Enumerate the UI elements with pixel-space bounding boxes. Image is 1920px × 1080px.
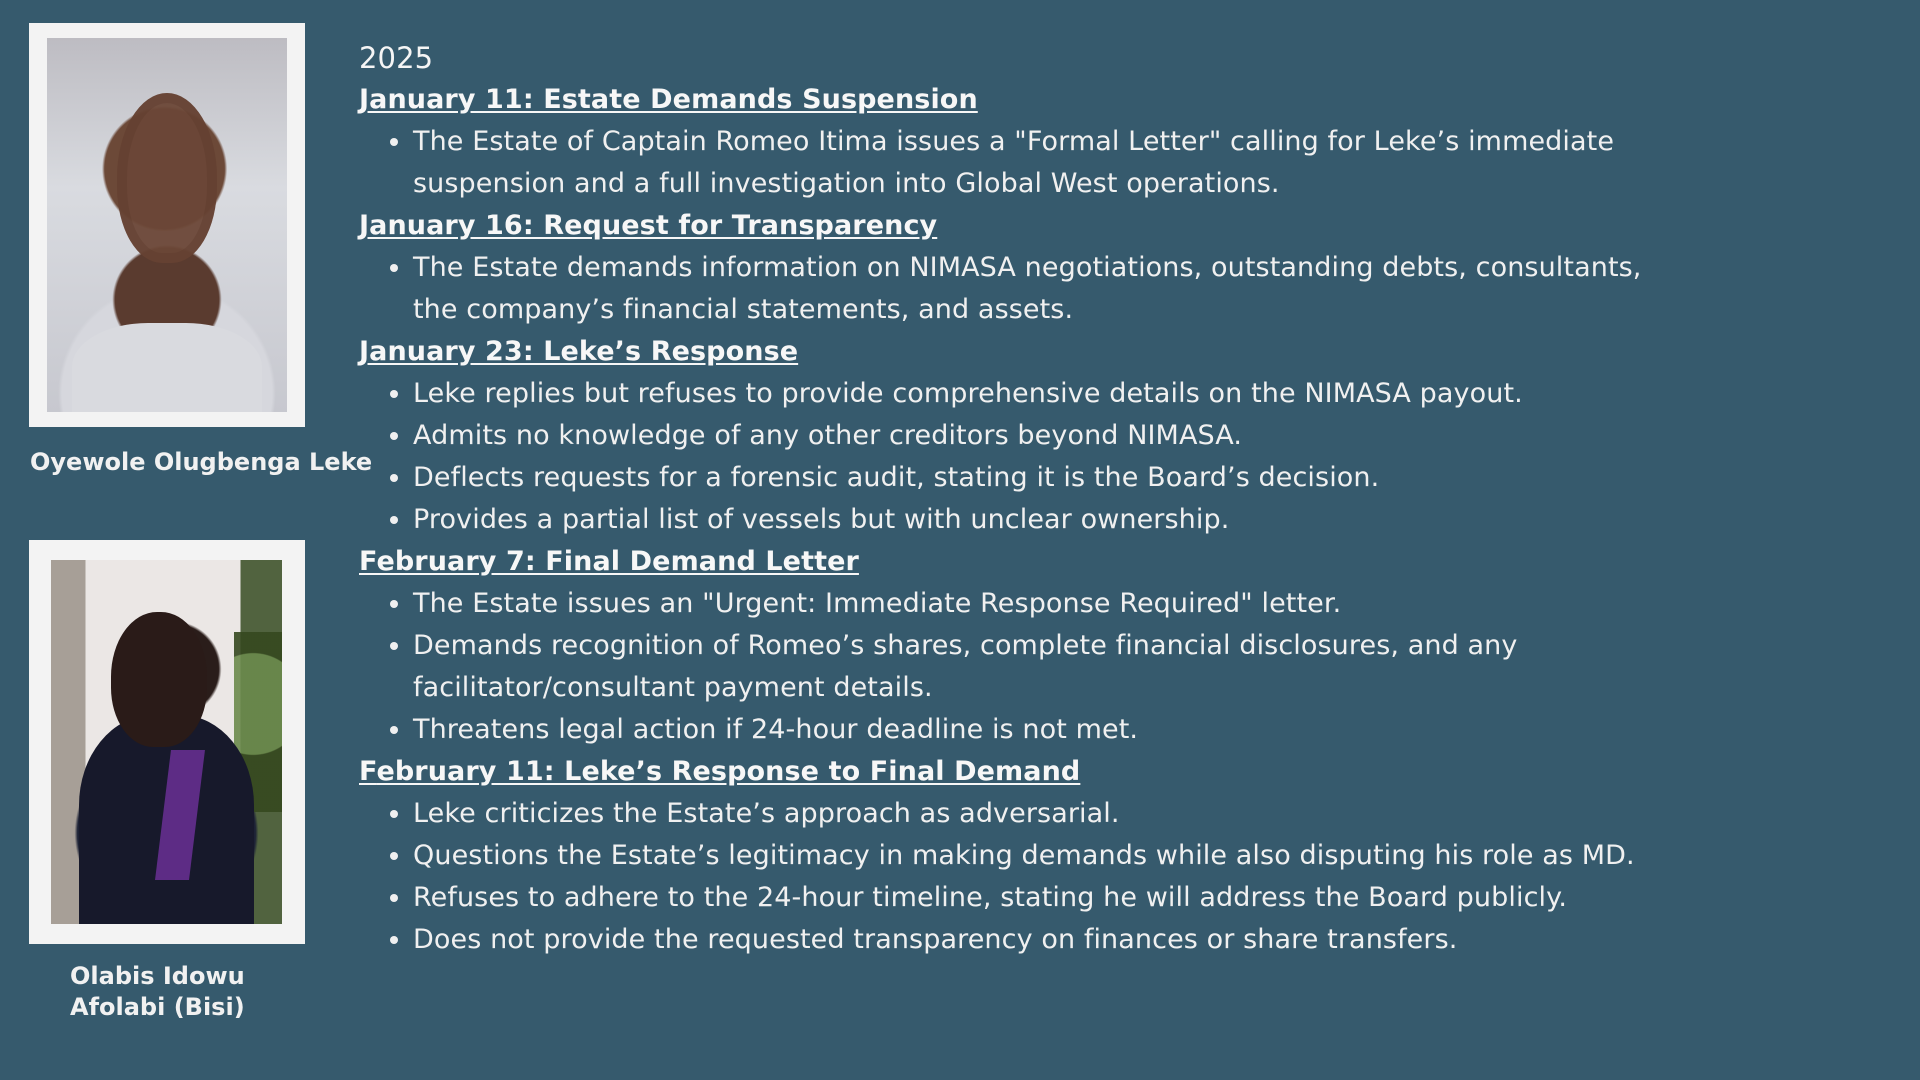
section-list-jan-11 (359, 121, 1659, 205)
portrait-photo-bisi (51, 560, 282, 924)
shirt-shape (72, 323, 262, 412)
list-item: • Leke replies but refuses to provide comprehensive details on the NIMASA payout. (413, 373, 1659, 415)
section-list-feb-11 (359, 793, 1659, 961)
list-item: • Provides a partial list of vessels but with unclear ownership. (413, 499, 1659, 541)
section-title-feb-11 (359, 751, 1659, 793)
list-item: • Leke criticizes the Estate’s approach as adversarial. (413, 793, 1659, 835)
list-item: • Threatens legal action if 24-hour deadline is not met. (413, 709, 1659, 751)
section-list-feb-7 (359, 583, 1659, 751)
portrait-card-leke (29, 23, 305, 427)
list-item: • Questions the Estate’s legitimacy in making demands while also disputing his role as MD. (413, 835, 1659, 877)
head-shape (111, 612, 207, 747)
portrait-card-bisi (29, 540, 305, 944)
list-item: • Refuses to adhere to the 24-hour timeline, stating he will address the Board publicly. (413, 877, 1659, 919)
face-shape (117, 93, 217, 263)
list-item: • Deflects requests for a forensic audit, stating it is the Board’s decision. (413, 457, 1659, 499)
section-title-jan-11: January 11: Estate Demands Suspension (359, 84, 978, 115)
portrait-caption-leke: Oyewole Olugbenga Leke (30, 448, 373, 476)
section-list-jan-23 (359, 373, 1659, 541)
jacket-shape (79, 715, 254, 924)
background-shrub (234, 632, 282, 812)
list-item: • The Estate of Captain Romeo Itima issues a "Formal Letter" calling for Leke’s immediate suspension and a full investigation into Global West operations. (413, 121, 1659, 205)
section-title-feb-7: February 7: Final Demand Letter (359, 546, 859, 577)
section-title-jan-23: January 23: Leke’s Response (359, 336, 799, 367)
timeline-year: 2025 (359, 41, 434, 75)
portrait-caption-bisi (70, 961, 260, 1023)
portrait-overlay (47, 38, 287, 412)
section-title-main: ebruary 11: Leke’s Response to Final Demand (376, 756, 1081, 787)
portrait-overlay (51, 560, 282, 924)
list-item: • The Estate demands information on NIMASA negotiations, outstanding debts, consultants, the company’s financial statements, and assets. (413, 247, 1659, 331)
portrait-photo-leke (47, 38, 287, 412)
section-title-jan-16: January 16: Request for Transparency (359, 210, 938, 241)
list-item: • Demands recognition of Romeo’s shares, complete financial disclosures, and any facilitator/consultant payment details. (413, 625, 1659, 709)
list-item: • The Estate issues an "Urgent: Immediate Response Required" letter. (413, 583, 1659, 625)
portrait-caption-line-1: Olabis Idowu (70, 962, 245, 990)
list-item: • Admits no knowledge of any other creditors beyond NIMASA. (413, 415, 1659, 457)
list-item: • Does not provide the requested transparency on finances or share transfers. (413, 919, 1659, 961)
shirt-shape (155, 750, 205, 880)
timeline-content (359, 37, 1659, 961)
section-title-prefix: F (359, 756, 377, 787)
portrait-caption-line-2: Afolabi (Bisi) (70, 993, 245, 1022)
section-list-jan-16 (359, 247, 1659, 331)
